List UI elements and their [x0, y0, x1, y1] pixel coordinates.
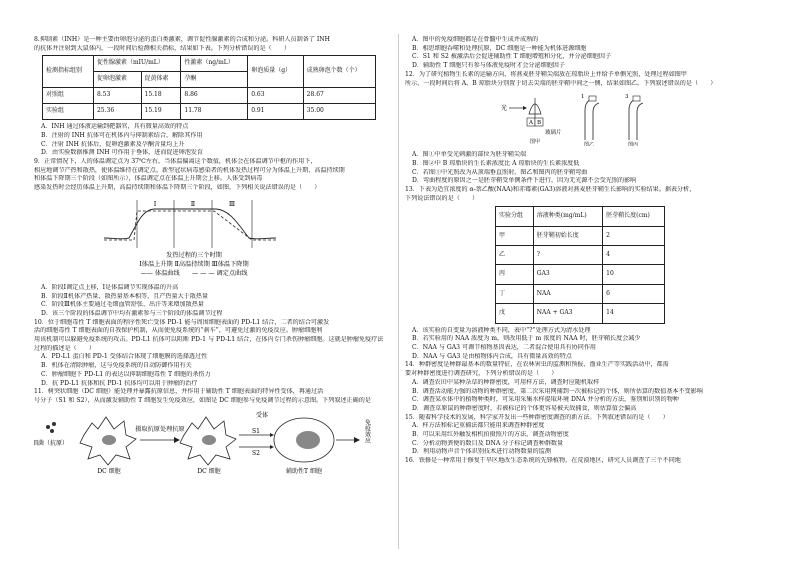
option-15c: C．分析动物粪便的数目及 DNA 分子标记调查种群数量 [412, 439, 564, 447]
table-cell: 0.63 [248, 88, 303, 104]
table-cell: 检测指标组别 [43, 56, 94, 88]
question-12-stem-2: 所示，一段时间后将 A、B 琼脂块分别置于切去尖端的胚芽鞘中间之一侧，结果如图乙。下列叙述错误的是（ ） [405, 79, 717, 87]
option-13a: A．该实验的自变量为溶液种类不同，表中“?”处理方式为清水处理 [412, 326, 591, 334]
table-cell: 乙 [496, 246, 534, 265]
table-cell: 25.36 [93, 104, 141, 120]
dc-cell-figure [34, 407, 394, 478]
fever-figure [34, 194, 394, 281]
table-cell: 对照组 [43, 88, 94, 104]
fever-curve-diagram [34, 194, 394, 278]
question-9-stem-3: 和体温下降期三个阶段（如图所示），体温调定点在体温上升期会上移。人体受到病毒 [34, 175, 263, 183]
table-cell: 卵泡质量（g） [248, 56, 303, 88]
table-cell: 8.86 [181, 88, 248, 104]
table-header-cell: 溶液种类(mg/mL) [533, 207, 602, 226]
coleoptile-figure [405, 90, 765, 149]
table-cell: GA3 [533, 265, 602, 284]
question-10-stem-3: 用该机制可以躲避免疫系统的攻击。PD-L1 抗体可以阻断 PD-1 与 PD-L1 结合，在体内专门杀伤肿瘤细胞。这就是肿瘤免疫疗法 [34, 336, 384, 344]
table-cell: 促性腺激素（mIU/mL） [93, 56, 180, 72]
option-10a: A．PD-L1 蛋白和 PD-1 受体结合体现了细胞膜的选择透过性 [41, 353, 208, 361]
bent-coleoptile-2 [637, 103, 643, 140]
s1-label: S1 [252, 428, 260, 436]
option-15d: D．利用动物声音个体识别技术进行动物数量的监测 [412, 448, 551, 456]
option-10c: C．肿瘤细胞下 PD-L1 的表达以抑制细胞毒性 T 细胞的杀伤力 [41, 370, 211, 378]
t-cell-nucleus [296, 431, 320, 449]
option-11a: A．图中的免疫细胞都是在骨髓中生成并成熟的 [412, 36, 539, 43]
table-cell: 6 [603, 284, 665, 303]
figure-legend-2: —— 体温曲线 — — — 调定点曲线 [140, 270, 248, 278]
question-8-stem: 8.抑制素（INH）是一种主要由卵泡分泌的蛋白类激素，调节促性腺激素的合成和分泌。科研人员制备了 INH [34, 36, 330, 43]
bent-coleoptile-1 [585, 98, 595, 140]
question-13-stem-2: 下列说法错误的是（ ） [405, 194, 479, 202]
question-11-stem-2: 号分子（S1 和 S2），从而激发辅助性 T 细胞发生免疫效应，如图是 DC 细胞参与免疫调节过程的示意图。下列叙述正确的是 [34, 396, 371, 404]
option-13c: C．NAA 与 GA3 可调节植物基因表达，二者混合使用具有协同作用 [412, 344, 597, 351]
dc-cell-label-2: DC 细胞 [197, 468, 221, 476]
figure-legend-1: Ⅰ体温上升期 Ⅱ高温持续期 Ⅲ体温下降期 [139, 261, 249, 269]
figure-jia-label: 图甲 [529, 138, 541, 145]
table-cell: 成熟卵泡个数（个） [303, 56, 375, 88]
option-14d: D．调查草原鼠的种群密度时，若被标记的个体更容易被天敌捕食，则估算值会偏高 [412, 404, 637, 412]
question-9-stem: 9．正常情况下，人的体温调定点为 37℃左右，当体温偏离这个数值，机体会在体温调节中枢的作用下， [34, 157, 317, 165]
arrow-head-icon [270, 433, 274, 437]
option-10d: D．抗 PD-L1 抗体和抗 PD-1 抗体均可以用于肿瘤的治疗 [41, 379, 198, 387]
coleoptile-diagram [405, 90, 765, 146]
phase-1-label: Ⅰ [153, 200, 157, 209]
table-cell: 丙 [496, 265, 534, 284]
left-column [34, 36, 394, 481]
question-15-stem: 15．随着科学技术的发展，科学家开发出一些种群密度调查的新方法。下列叙述错误的是（ ） [405, 413, 669, 421]
process-label: 摄取抗原处理抗原 [135, 426, 185, 434]
option-13b: B．若实验用的 NAA 浓度为 m，则改用低于 m 浓度的 NAA 时，胚芽鞘长度会减少 [412, 335, 641, 343]
option-8d: D．由实验数据推测 INH 可作用于垂体，进而促进卵泡发育 [41, 149, 203, 157]
option-11c: C．S1 和 S2 被激活后会促进辅助性 T 细胞增殖和分化，并分泌细胞因子 [412, 53, 612, 61]
option-9c: C．阶段Ⅲ机体主要通过毛细血管舒张、出汗等来增加散热量 [41, 301, 204, 309]
table-cell: ? [533, 246, 602, 265]
option-9a: A．阶段Ⅰ调定点上移，Ⅰ是体温调节实现体温的升高 [41, 283, 179, 291]
antigen-label: 细菌（抗原） [34, 440, 69, 448]
angle-2-label: 3 [625, 93, 629, 100]
table-cell: 10 [603, 265, 665, 284]
option-14c: C．调查某水体中的植物种类时，可采用采集水样提取环境 DNA 并分析的方法，鉴别和识别的物种 [412, 396, 679, 404]
table-cell: 戊 [496, 304, 534, 323]
table-cell: 0.91 [248, 104, 303, 120]
figure-caption: 发热过程的三个时期 [166, 252, 222, 260]
figure-bing-label: 图丙 [627, 141, 639, 146]
light-label: 光 [501, 104, 508, 112]
table-row [496, 226, 665, 245]
glass-label: 玻璃片 [545, 129, 562, 136]
table-cell: 甲 [496, 226, 534, 245]
agar-b-label: B [536, 119, 542, 126]
table-cell: 4 [603, 246, 665, 265]
phase-2-label: Ⅱ [190, 200, 196, 209]
table-cell: 性激素（ng/mL） [181, 56, 248, 72]
table-cell: 15.19 [141, 104, 181, 120]
dc-nucleus [102, 435, 116, 445]
option-12d: D．弯曲程度的原因之一是胚芽鞘受单侧条件下进行，因为无光源不会受光照的影响 [412, 177, 637, 185]
t-cell-label: 辅助性T 细胞 [286, 468, 322, 476]
agar-on-coleoptile [633, 96, 640, 101]
s2-label: S2 [252, 450, 260, 458]
option-15b: B．可以采用红外触发相机拍摄照片的方法，调查动物密度 [412, 431, 569, 439]
question-16-stem: 16．铁修是一种常用于修复干旱区地改生态系统的先锋植物，在荒漠地区，研究人员调查了三个不同地 [405, 457, 681, 465]
option-9b: B．阶段Ⅱ机体产热量、散热量基本相等，且产热量大于散热量 [41, 292, 209, 300]
agar-on-coleoptile [589, 96, 596, 101]
option-14b: B．调查活动能力强的动物的种群密度，第二次采用网捕到一次被标记的个体，则所估算的数值基本不变影响 [412, 387, 703, 395]
table-cell: 促卵泡激素 [93, 72, 141, 88]
option-12b: B．图②中 B 琼脂块的生长素浓度比 A 琼脂块的生长素浓度低 [412, 160, 580, 168]
question-12-stem: 12．为了研究植物生长素的运输方向，将燕麦胚芽鞘尖端放在琼脂块上并给予单侧光照，处理过程如图甲 [405, 70, 687, 78]
question-9-stem-4: 感染发热时会经历体温上升期，高温持续期和体温下降期三个阶段，如图，下列相关说法错误的是（ ） [34, 184, 321, 192]
arrow-head-icon [270, 445, 274, 449]
figure-yi-label: 图乙 [583, 141, 595, 146]
table-cell: 11.78 [181, 104, 248, 120]
option-8a: A．INH 通过体液运输到靶器官，具有微量高效的特点 [41, 123, 189, 131]
table-row [496, 265, 665, 284]
arrow-head-icon [174, 437, 180, 443]
table-header-cell: 实验分组 [496, 207, 534, 226]
option-11d: D．辅助性 T 细胞只有参与体液免疫时才会分泌细胞因子 [412, 62, 565, 70]
question-10-stem: 10．位于细胞毒性 T 细胞表面的程序性死亡受体 PD-1 能与周围细胞表面的 PD-L1 结合，二者的结合可激发 [34, 318, 330, 326]
bent-coleoptile-2 [629, 98, 639, 140]
question-14-stem: 14．种群密度是种群最基本的数量特征，在农林害虫的监测和预报、渔业生产等实践活动中，都需 [405, 361, 669, 369]
table-cell: 35.00 [303, 104, 375, 120]
question-10-stem-2: 活的细胞毒性 T 细胞表面的自我保护机制，从而使免疫系统的“刹车”，可避免过激的免疫反应。肿瘤细胞利 [34, 327, 323, 335]
bacteria-icon [46, 422, 56, 433]
dc-cell-diagram [34, 407, 394, 475]
option-11b: B．相思细胞吞噬和处理抗原，DC 细胞是一种能为机体进源细胞 [412, 44, 587, 52]
option-12a: A．图①中单受光刺激的部位为胚芽鞘尖端 [412, 151, 527, 159]
temperature-curve [104, 209, 276, 239]
table-cell: 15.18 [141, 88, 181, 104]
option-15a: A．样方法和标记重捕法都只能用来调查种群密度 [412, 422, 545, 430]
arrow-head-icon [354, 437, 360, 443]
table-cell: 孕酮 [181, 72, 248, 88]
bent-coleoptile-1 [593, 103, 599, 140]
question-11-stem: 11．树突状细胞（DC 细胞）能处理并暴露抗原信息，并作用于辅助性 T 细胞表面的特异性受体，再通过活 [34, 388, 324, 396]
inh-table [42, 55, 376, 120]
question-13-stem: 13．下表为适宜浓度的 α-萘乙酸(NAA)和赤霉素(GA3)溶液对燕麦胚芽鞘生长影响的实验结果。据表分析， [405, 186, 696, 194]
option-13d: D．NAA 与 GA3 是由植物体内合成，具有微量高效的特点 [412, 352, 572, 360]
question-9-stem-2: 相应地调节产热和散热，使体温维持在调定点。新型冠状病毒感染者的机体发热过程可分为体温上升期、高温持续期 [34, 166, 345, 174]
dc-nucleus [202, 435, 216, 445]
question-10-stem-4: 过程的描述是（ ） [34, 344, 95, 352]
angle-1-label: 1 [581, 93, 585, 100]
receptor-label: 受体 [256, 412, 269, 420]
table-cell: NAA + GA3 [533, 304, 602, 323]
option-10b: B．机体在清除肿瘤，这与免疫系统的自动防御作用有关 [41, 362, 192, 370]
column-divider [398, 34, 399, 549]
table-cell: NAA [533, 284, 602, 303]
option-14a: A．调查农田中某种杂草的种群密度，可用样方法，调查时应随机取样 [412, 378, 600, 386]
table-cell: 促黄体素 [141, 72, 181, 88]
table-cell: 28.67 [303, 88, 375, 104]
effect-label: 免疫效应 [363, 419, 371, 444]
table-cell: 2 [603, 226, 665, 245]
question-8-stem-2: 的抗体并注射到大鼠体内，一段时间后检测相关指标，结果如下表。下列分析错误的是（ ） [34, 44, 290, 52]
table-header-cell: 胚芽鞘长度(cm) [603, 207, 665, 226]
naa-ga3-table [495, 206, 665, 323]
arrow-head-icon [523, 106, 527, 110]
question-14-stem-2: 要对种群密度进行调查研究，下列分析错误的是（ ） [405, 370, 558, 378]
option-8b: B．注射的 INH 抗体可在机体内与抑制素结合，解除其作用 [41, 131, 203, 139]
phase-3-label: Ⅲ [228, 200, 236, 209]
table-cell: 14 [603, 304, 665, 323]
right-column [405, 36, 765, 466]
option-12c: C．若图①中光照改为从顶端垂直照射，图乙和图丙的胚芽鞘弯曲 [412, 168, 588, 176]
table-cell: 胚芽鞘初始长度 [533, 226, 602, 245]
dc-cell-label-1: DC 细胞 [97, 468, 121, 476]
table-row [496, 284, 665, 303]
table-cell: 实验组 [43, 104, 94, 120]
option-8c: C．注射 INH 抗体后，促卵泡激素及孕酮含量均上升 [41, 140, 185, 148]
option-9d: D．该三个阶段的体温调节中均有激素参与三个阶段的体温调节过程 [41, 309, 223, 317]
table-cell: 丁 [496, 284, 534, 303]
agar-a-label: A [529, 119, 533, 126]
table-cell: 8.53 [93, 88, 141, 104]
table-row [496, 304, 665, 323]
table-row [496, 246, 665, 265]
